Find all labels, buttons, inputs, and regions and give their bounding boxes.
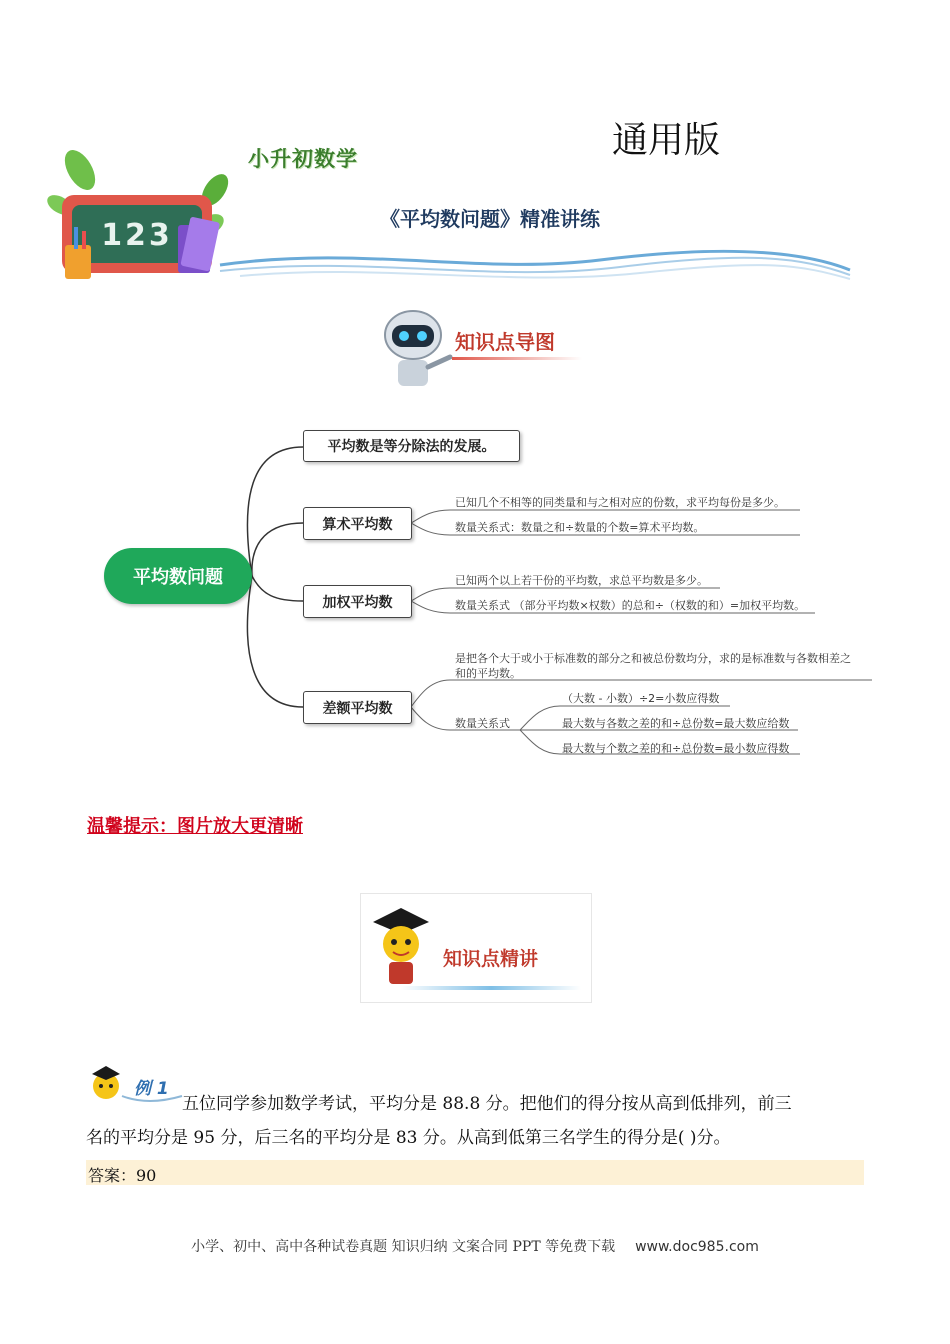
series-title: 小升初数学 <box>248 147 358 171</box>
mindmap-leaf: 是把各个大于或小于标准数的部分之和被总份数均分，求的是标准数与各数相差之 <box>455 652 851 665</box>
mindmap-subleaf: 最大数与个数之差的和÷总份数=最小数应得数 <box>562 742 790 755</box>
mindmap-leaf: 已知两个以上若干份的平均数，求总平均数是多少。 <box>455 574 708 587</box>
mindmap-root: 平均数问题 <box>104 548 252 604</box>
edition-label: 通用版 <box>612 120 721 161</box>
mindmap-subleaf: 最大数与各数之差的和÷总份数=最大数应给数 <box>562 717 790 730</box>
mindmap-leaf: 已知几个不相等的同类量和与之相对应的份数，求平均每份是多少。 <box>455 496 785 509</box>
example-question-line2: 名的平均分是 95 分，后三名的平均分是 83 分。从高到低第三名学生的得分是( )分。 <box>86 1128 731 1148</box>
mindmap-leaf: 数量关系式 <box>455 717 510 730</box>
zoom-tip: 温馨提示：图片放大更清晰 <box>87 816 303 837</box>
section-underline <box>452 357 582 360</box>
example-question-line1: 五位同学参加数学考试，平均分是 88.8 分。把他们的得分按从高到低排列，前三 <box>182 1094 792 1114</box>
mindmap-leaf: 数量关系式 （部分平均数×权数）的总和÷（权数的和）=加权平均数。 <box>455 599 806 612</box>
footer-text: 小学、初中、高中各种试卷真题 知识归纳 文案合同 PPT 等免费下载 <box>191 1239 616 1255</box>
mindmap-leaf: 数量关系式：数量之和÷数量的个数=算术平均数。 <box>455 521 705 534</box>
mindmap-branch-weighted: 加权平均数 <box>303 585 412 618</box>
mindmap-leaf: 和的平均数。 <box>455 667 521 680</box>
footer-url[interactable]: www.doc985.com <box>635 1239 759 1255</box>
document-subtitle: 《平均数问题》精准讲练 <box>380 207 600 231</box>
section-detail-title: 知识点精讲 <box>443 948 539 970</box>
board-number: 123 <box>101 218 173 253</box>
header-illustration <box>40 145 860 285</box>
mindmap-branch-definition: 平均数是等分除法的发展。 <box>303 430 520 462</box>
section-detail-banner <box>360 893 592 1003</box>
mindmap-branch-arithmetic: 算术平均数 <box>303 507 412 540</box>
answer-highlight <box>86 1160 864 1185</box>
graduate-mascot-icon <box>365 900 435 992</box>
mindmap-branch-difference: 差额平均数 <box>303 691 412 724</box>
footer <box>0 1236 950 1256</box>
example-answer: 答案：90 <box>88 1166 157 1185</box>
example-tag: 例 1 <box>134 1079 169 1099</box>
banner-wave <box>401 986 581 990</box>
section-map-title: 知识点导图 <box>455 330 555 354</box>
mindmap-subleaf: （大数 - 小数）÷2=小数应得数 <box>562 692 720 705</box>
robot-icon <box>378 305 458 387</box>
